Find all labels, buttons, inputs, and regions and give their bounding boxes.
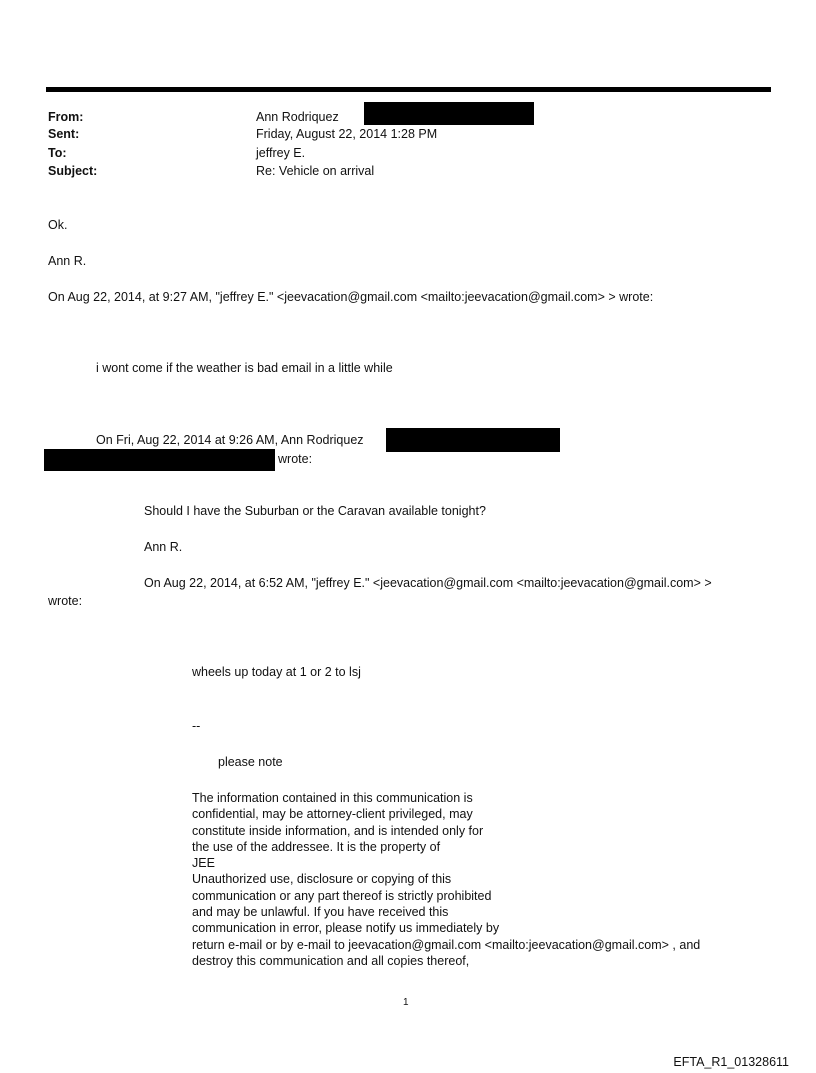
signature-separator: -- xyxy=(192,719,201,733)
to-value: jeffrey E. xyxy=(256,146,306,160)
disclaimer-line: confidential, may be attorney-client privileged, may xyxy=(192,807,473,822)
reply-text: Ok. xyxy=(48,218,68,232)
quote3-header: On Aug 22, 2014, at 6:52 AM, "jeffrey E." <jeevacation@gmail.com <mailto:jeevacation@gmail.com> > xyxy=(144,576,712,590)
page-number: 1 xyxy=(403,997,409,1008)
disclaimer-line: JEE xyxy=(192,856,215,871)
quote3-header-end: wrote: xyxy=(48,594,83,608)
disclaimer-line: return e-mail or by e-mail to jeevacation@gmail.com <mailto:jeevacation@gmail.com> , and xyxy=(192,937,701,952)
disclaimer-line: communication in error, please notify us immediately by xyxy=(192,921,500,936)
redaction-from-email xyxy=(364,102,534,125)
disclaimer-line: the use of the addressee. It is the property of xyxy=(192,839,441,854)
quote2-header-end: wrote: xyxy=(278,452,313,466)
header-rule xyxy=(46,87,771,92)
disclaimer xyxy=(192,790,772,969)
from-label: From: xyxy=(48,110,84,124)
redaction-quote2-email xyxy=(386,428,560,452)
quote2-header: On Fri, Aug 22, 2014 at 9:26 AM, Ann Rodriquez xyxy=(96,433,364,447)
to-label: To: xyxy=(48,146,67,160)
disclaimer-line: The information contained in this communication is xyxy=(192,791,473,805)
disclaimer-line: destroy this communication and all copies thereof, xyxy=(192,953,470,968)
disclaimer-line: constitute inside information, and is intended only for xyxy=(192,823,484,838)
redaction-quote2-address xyxy=(44,449,275,471)
disclaimer-line: and may be unlawful. If you have received this xyxy=(192,905,449,920)
sent-value: Friday, August 22, 2014 1:28 PM xyxy=(256,127,438,141)
quote1-text: i wont come if the weather is bad email in a little while xyxy=(96,361,393,375)
disclaimer-line: Unauthorized use, disclosure or copying of this xyxy=(192,872,452,887)
subject-label: Subject: xyxy=(48,164,98,178)
from-value: Ann Rodriquez xyxy=(256,110,339,124)
please-note: please note xyxy=(218,755,283,769)
quote3-text: wheels up today at 1 or 2 to lsj xyxy=(192,665,361,679)
disclaimer-line: communication or any part thereof is strictly prohibited xyxy=(192,888,492,903)
quote2-text: Should I have the Suburban or the Caravan available tonight? xyxy=(144,504,486,518)
document-id: EFTA_R1_01328611 xyxy=(673,1055,789,1069)
quote1-header: On Aug 22, 2014, at 9:27 AM, "jeffrey E." <jeevacation@gmail.com <mailto:jeevacation@gmail.com> > wrote: xyxy=(48,290,654,304)
quote2-signature: Ann R. xyxy=(144,540,183,554)
subject-value: Re: Vehicle on arrival xyxy=(256,164,375,178)
reply-signature: Ann R. xyxy=(48,254,87,268)
sent-label: Sent: xyxy=(48,127,80,141)
